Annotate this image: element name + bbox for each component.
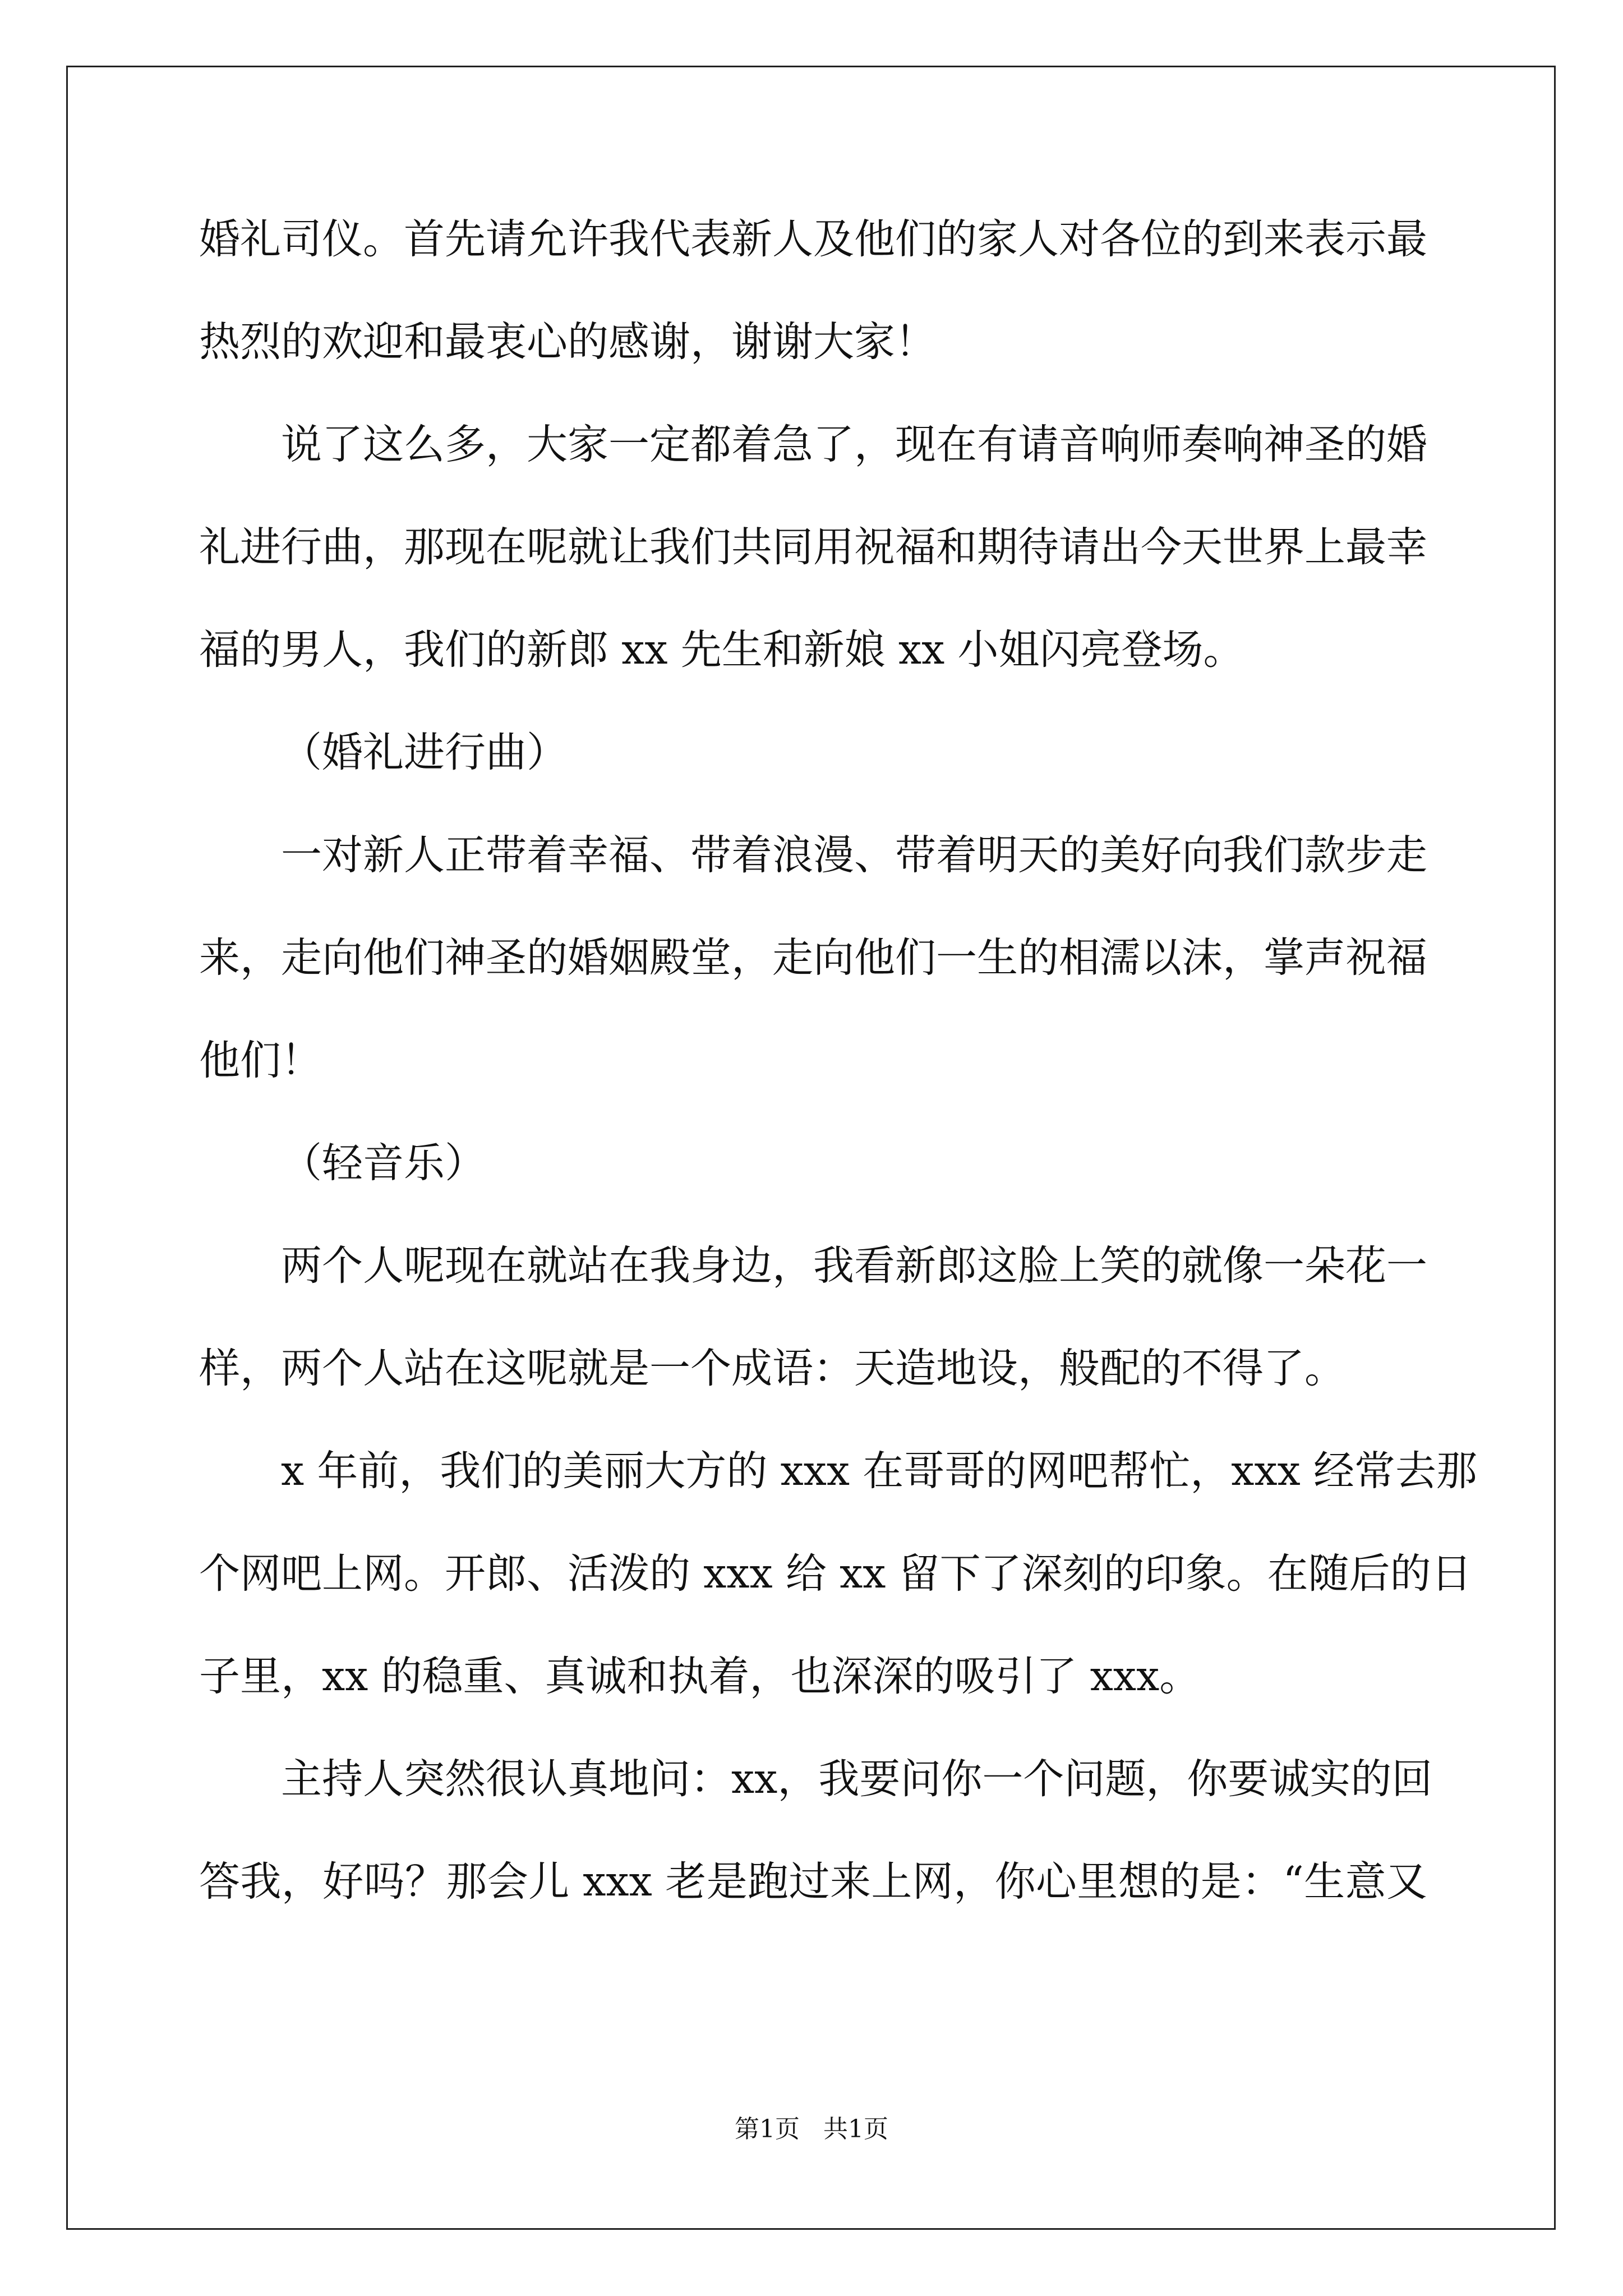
text-line: 福的男人，我们的新郎 xx 先生和新娘 xx 小姐闪亮登场。 — [199, 626, 1244, 674]
text-line: 主持人突然很认真地问：xx，我要问你一个问题，你要诚实的回 — [281, 1755, 1433, 1803]
text-line: 个网吧上网。开郎、活泼的 xxx 给 xx 留下了深刻的印象。在随后的日 — [199, 1550, 1472, 1598]
page-footer: 第1页 共1页 — [735, 2115, 888, 2143]
text-line: 礼进行曲，那现在呢就让我们共同用祝福和期待请出今天世界上最幸 — [199, 523, 1427, 571]
text-line: （婚礼进行曲） — [281, 729, 568, 776]
text-line: 样，两个人站在这呢就是一个成语：天造地设，般配的不得了。 — [199, 1345, 1345, 1392]
text-line: 他们！ — [199, 1037, 322, 1084]
text-line: 来，走向他们神圣的婚姻殿堂，走向他们一生的相濡以沫，掌声祝福 — [199, 934, 1427, 982]
text-line: 答我，好吗？那会儿 xxx 老是跑过来上网，你心里想的是：“生意又 — [199, 1858, 1427, 1906]
text-line: 子里，xx 的稳重、真诚和执着，也深深的吸引了 xxx。 — [199, 1653, 1201, 1700]
text-line: （轻音乐） — [281, 1139, 486, 1187]
text-line: 说了这么多，大家一定都着急了，现在有请音响师奏响神圣的婚 — [281, 421, 1427, 468]
text-line: 热烈的欢迎和最衷心的感谢，谢谢大家！ — [199, 318, 936, 366]
text-line: 婚礼司仪。首先请允许我代表新人及他们的家人对各位的到来表示最 — [199, 215, 1427, 263]
text-line: 两个人呢现在就站在我身边，我看新郎这脸上笑的就像一朵花一 — [281, 1242, 1427, 1290]
text-line: x 年前，我们的美丽大方的 xxx 在哥哥的网吧帮忙，xxx 经常去那 — [281, 1447, 1478, 1495]
text-line: 一对新人正带着幸福、带着浪漫、带着明天的美好向我们款步走 — [281, 831, 1427, 879]
